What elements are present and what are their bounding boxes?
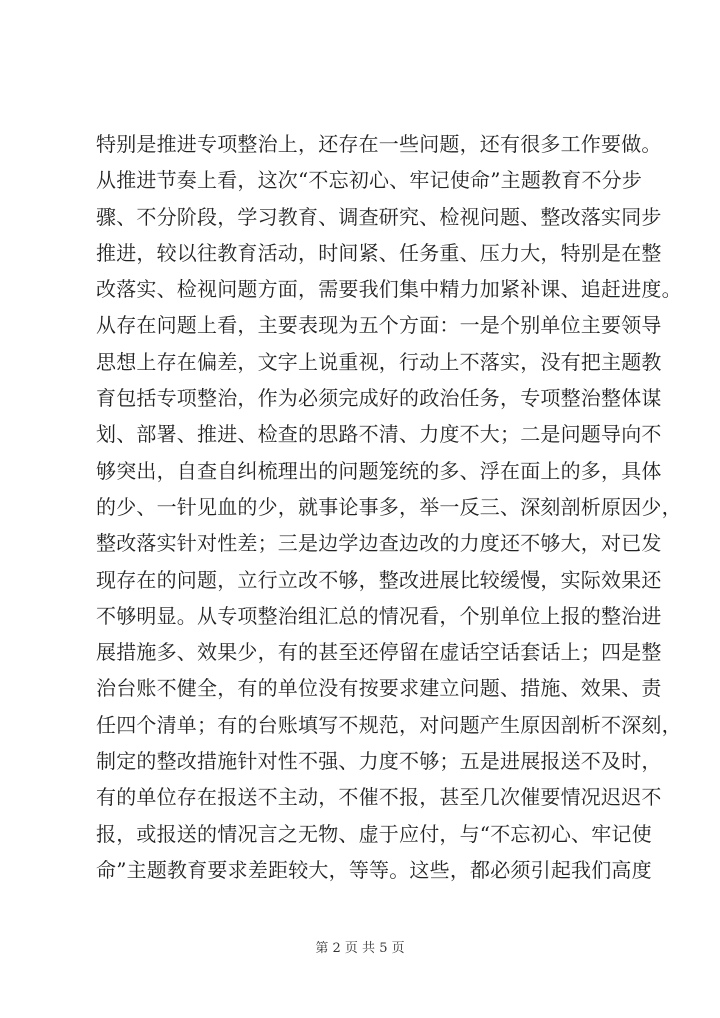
text-line: 不够明显。从专项整治组汇总的情况看，个别单位上报的整治进 bbox=[96, 603, 662, 628]
body-text bbox=[96, 126, 682, 888]
text-line: 划、部署、推进、检查的思路不清、力度不大；二是问题导向不 bbox=[96, 422, 662, 447]
text-line: 从推进节奏上看，这次“不忘初心、牢记使命”主题教育不分步 bbox=[96, 168, 643, 193]
text-line: 够突出，自查自纠梳理出的问题笼统的多、浮在面上的多，具体 bbox=[96, 458, 662, 483]
text-line: 报，或报送的情况言之无物、虚于应付，与“不忘初心、牢记使 bbox=[96, 821, 652, 846]
text-line: 的少、一针见血的少，就事论事多，举一反三、深刻剖析原因少， bbox=[96, 494, 682, 519]
text-line: 展措施多、效果少，有的甚至还停留在虚话空话套话上；四是整 bbox=[96, 640, 662, 665]
text-line: 制定的整改措施针对性不强、力度不够；五是进展报送不及时， bbox=[96, 749, 662, 774]
text-line: 治台账不健全，有的单位没有按要求建立问题、措施、效果、责 bbox=[96, 676, 662, 701]
text-line: 现存在的问题，立行立改不够，整改进展比较缓慢，实际效果还 bbox=[96, 567, 662, 592]
text-line: 有的单位存在报送不主动，不催不报，甚至几次催要情况迟迟不 bbox=[96, 785, 662, 810]
text-line: 推进，较以往教育活动，时间紧、任务重、压力大，特别是在整 bbox=[96, 240, 662, 265]
text-line: 从存在问题上看，主要表现为五个方面：一是个别单位主要领导 bbox=[96, 313, 662, 338]
text-line: 骤、不分阶段，学习教育、调查研究、检视问题、整改落实同步 bbox=[96, 204, 662, 229]
text-line: 育包括专项整治，作为必须完成好的政治任务，专项整治整体谋 bbox=[96, 386, 662, 411]
text-line: 任四个清单；有的台账填写不规范，对问题产生原因剖析不深刻， bbox=[96, 712, 682, 737]
text-line: 改落实、检视问题方面，需要我们集中精力加紧补课、追赶进度。 bbox=[96, 277, 682, 302]
text-line: 整改落实针对性差；三是边学边查边改的力度还不够大，对已发 bbox=[96, 531, 662, 556]
text-line: 思想上存在偏差，文字上说重视，行动上不落实，没有把主题教 bbox=[96, 349, 662, 374]
text-line: 命”主题教育要求差距较大，等等。这些，都必须引起我们高度 bbox=[96, 857, 652, 882]
page-number-footer: 第 2 页 共 5 页 bbox=[315, 941, 405, 956]
text-line: 特别是推进专项整治上，还存在一些问题，还有很多工作要做。 bbox=[96, 132, 662, 156]
